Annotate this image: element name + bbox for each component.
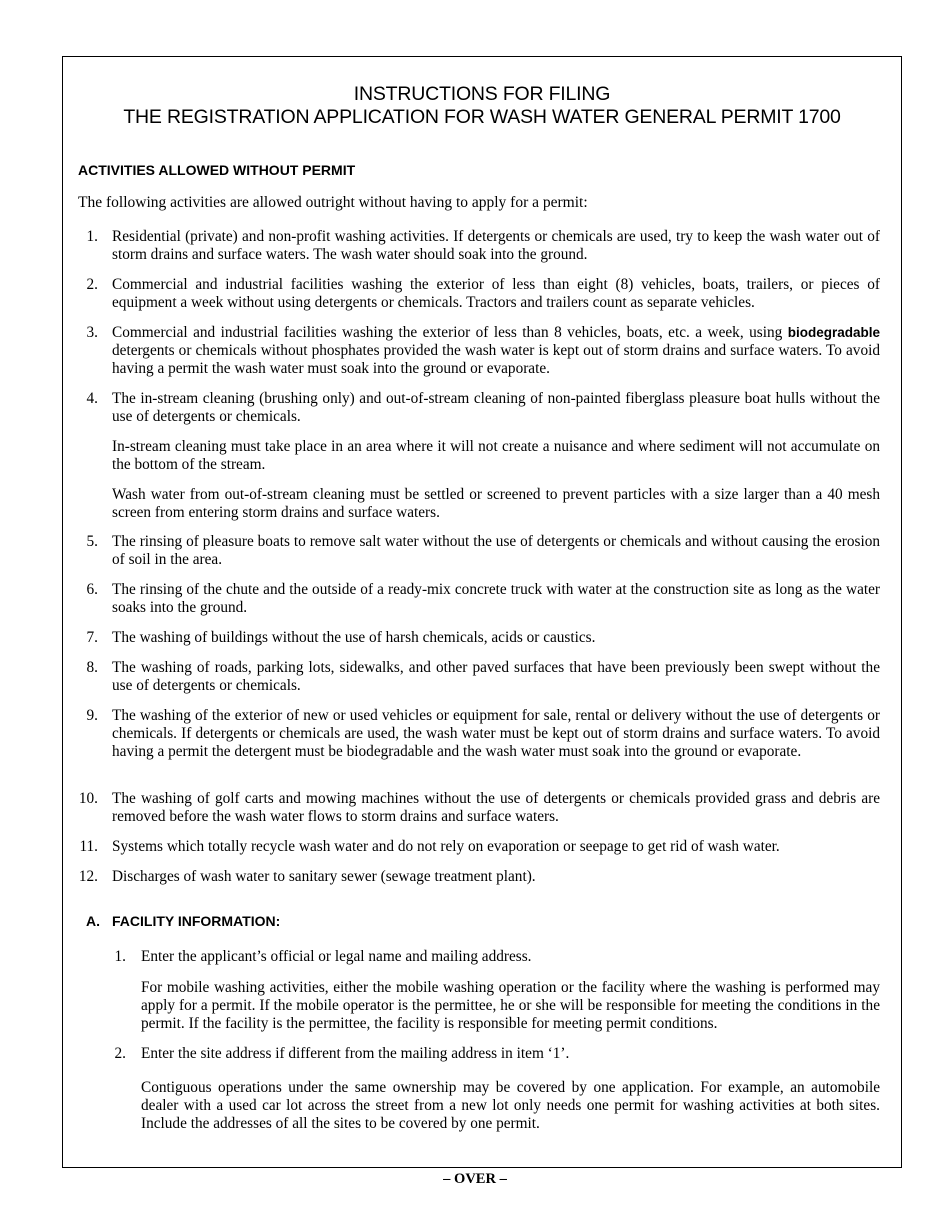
list-item-number: 1. <box>86 228 98 245</box>
document-title-line2: THE REGISTRATION APPLICATION FOR WASH WATER GENERAL PERMIT 1700 <box>123 106 841 128</box>
section-heading-activities: ACTIVITIES ALLOWED WITHOUT PERMIT <box>78 162 356 178</box>
list-item-number: 2. <box>114 1045 126 1062</box>
list-item-text: Commercial and industrial facilities washing the exterior of less than eight (8) vehicles, boats, trailers, or pieces of equipment a week without using detergents or chemicals. Tractors and trailers count as separate vehicles. <box>112 276 880 311</box>
list-item-paragraph: In-stream cleaning must take place in an area where it will not create a nuisance and where sediment will not accumulate on the bottom of the stream. <box>112 438 880 473</box>
list-item-number: 6. <box>86 581 98 598</box>
emphasis-biodegradable: biodegradable <box>787 325 880 340</box>
list-item-number: 10. <box>78 790 98 807</box>
list-item-text: Enter the site address if different from the mailing address in item ‘1’. <box>141 1045 570 1062</box>
list-item-text: Residential (private) and non-profit washing activities. If detergents or chemicals are used, try to keep the wash water out of storm drains and surface waters. The wash water should soak into the ground. <box>112 228 880 263</box>
list-item-text: Discharges of wash water to sanitary sewer (sewage treatment plant). <box>112 868 536 885</box>
list-item-text: The washing of buildings without the use of harsh chemicals, acids or caustics. <box>112 629 596 646</box>
list-item-text: Systems which totally recycle wash water and do not rely on evaporation or seepage to get rid of wash water. <box>112 838 780 855</box>
list-item-number: 1. <box>114 948 126 965</box>
list-item-number: 12. <box>78 868 98 885</box>
list-item-text: The washing of the exterior of new or used vehicles or equipment for sale, rental or delivery without the use of detergents or chemicals. If detergents or chemicals are used, the wash water must be kept out of storm drains and surface waters. To avoid having a permit the detergent must be biodegradable and the wash water must soak into the ground or evaporate. <box>112 707 880 760</box>
list-item-text: The washing of golf carts and mowing machines without the use of detergents or chemicals provided grass and debris are removed before the wash water flows to storm drains and surface waters. <box>112 790 880 825</box>
section-letter: A. <box>86 913 100 929</box>
intro-text: The following activities are allowed outright without having to apply for a permit: <box>78 194 588 211</box>
list-item-number: 5. <box>86 533 98 550</box>
list-item-text: The rinsing of the chute and the outside of a ready-mix concrete truck with water at the construction site as long as the water soaks into the ground. <box>112 581 880 616</box>
document-title-line1: INSTRUCTIONS FOR FILING <box>353 83 611 105</box>
list-item-number: 7. <box>86 629 98 646</box>
list-item-number: 3. <box>86 324 98 341</box>
list-item-text: The rinsing of pleasure boats to remove salt water without the use of detergents or chemicals and without causing the erosion of soil in the area. <box>112 533 880 568</box>
list-item-text: The in-stream cleaning (brushing only) and out-of-stream cleaning of non-painted fiberglass pleasure boat hulls without the use of detergents or chemicals. <box>112 390 880 425</box>
list-item-number: 4. <box>86 390 98 407</box>
list-item-text-part: Commercial and industrial facilities washing the exterior of less than 8 vehicles, boats, etc. a week, using <box>112 324 788 341</box>
list-item-text: The washing of roads, parking lots, sidewalks, and other paved surfaces that have been previously been swept without the use of detergents or chemicals. <box>112 659 880 694</box>
list-item-text <box>112 324 880 378</box>
list-item-number: 9. <box>86 707 98 724</box>
section-heading-facility: FACILITY INFORMATION: <box>112 913 281 929</box>
list-item-number: 8. <box>86 659 98 676</box>
list-item-number: 2. <box>86 276 98 293</box>
list-item-number: 11. <box>79 838 98 855</box>
list-item-text: Enter the applicant’s official or legal name and mailing address. <box>141 948 532 965</box>
list-item-text-part: detergents or chemicals without phosphates provided the wash water is kept out of storm drains and surface waters. To avoid having a permit the wash water must soak into the ground or evaporate. <box>112 342 880 377</box>
list-item-paragraph: Contiguous operations under the same ownership may be covered by one application. For example, an automobile dealer with a used car lot across the street from a new lot only needs one permit for washing activities at both sites. Include the addresses of all the sites to be covered by one permit. <box>141 1079 880 1132</box>
list-item-paragraph: For mobile washing activities, either the mobile washing operation or the facility where the washing is performed may apply for a permit. If the mobile operator is the permittee, he or she will be responsible for meeting the conditions in the permit. If the facility is the permittee, the facility is responsible for meeting permit conditions. <box>141 979 880 1032</box>
list-item-paragraph: Wash water from out-of-stream cleaning must be settled or screened to prevent particles with a size larger than a 40 mesh screen from entering storm drains and surface waters. <box>112 486 880 521</box>
page-footer-over: – OVER – <box>443 1171 507 1187</box>
